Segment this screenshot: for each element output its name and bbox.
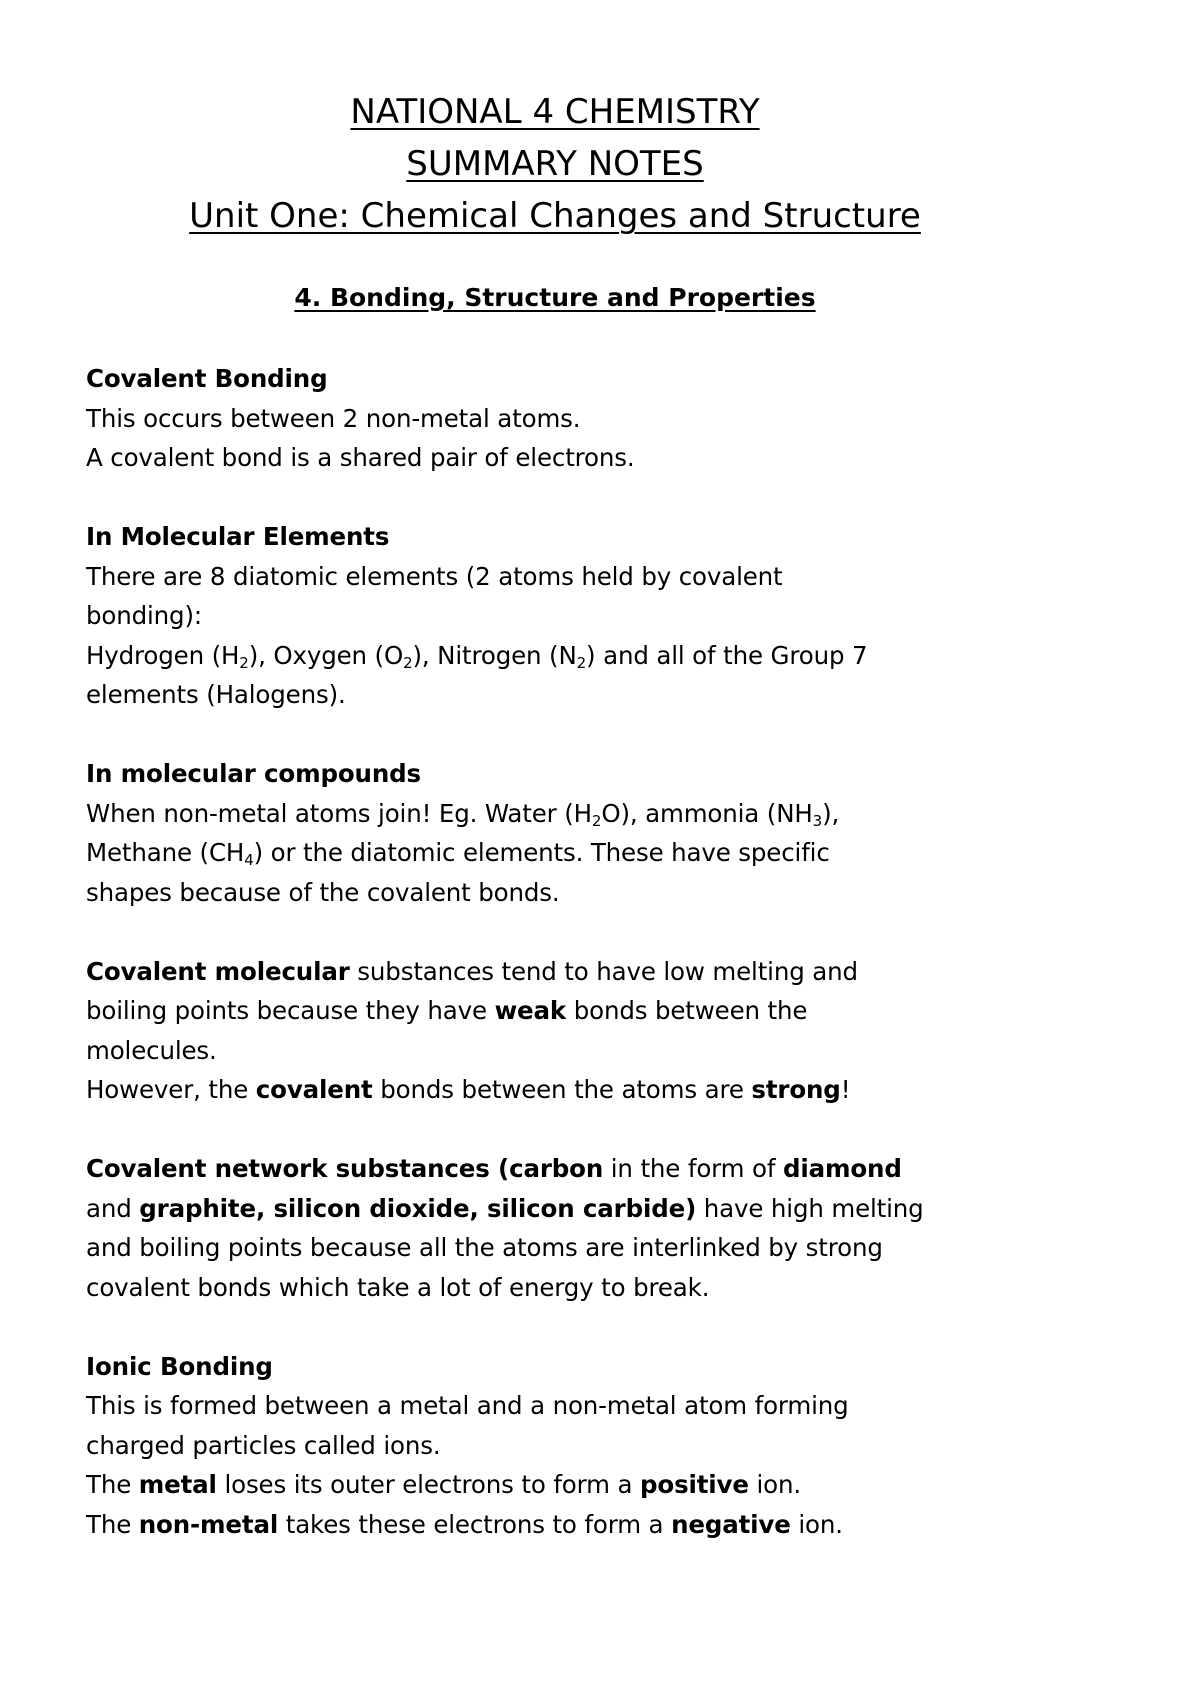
molecular-compounds-section — [86, 754, 986, 912]
covalent-molecular-paragraph — [86, 952, 986, 1110]
molecular-compounds-line-2: Methane $(CH_4)$ or the diatomic elements. These have specific — [86, 838, 830, 869]
covalent-network-line-2: and graphite, silicon dioxide, silicon carbide) have high melting — [86, 1193, 924, 1223]
covalent-line-1: This occurs between 2 non-metal atoms. — [86, 403, 581, 433]
ionic-line-4: The non-metal takes these electrons to form a negative ion. — [86, 1509, 843, 1539]
covalent-molecular-line-2: boiling points because they have weak bonds between the — [86, 996, 808, 1025]
document-title: NATIONAL 4 CHEMISTRY — [350, 92, 760, 132]
covalent-network-line-1: Covalent network substances (carbon in the form of diamond — [86, 1154, 902, 1183]
covalent-line-2: A covalent bond is a shared pair of electrons. — [86, 443, 635, 472]
molecular-elements-line-2: bonding): — [86, 601, 202, 630]
molecular-elements-heading: In Molecular Elements — [86, 522, 390, 551]
covalent-network-line-4: covalent bonds which take a lot of energy to break. — [86, 1272, 710, 1302]
molecular-elements-line-3: Hydrogen $(H_2)$, Oxygen $(O_2)$, Nitrogen $(N_2)$ and all of the Group 7 — [86, 640, 868, 672]
ionic-line-3: The metal loses its outer electrons to form a positive ion. — [86, 1470, 802, 1499]
molecular-compounds-line-1: When non-metal atoms join! Eg. Water $(H_2O)$, ammonia $(NH_3)$, — [86, 798, 840, 830]
title-block — [0, 86, 1110, 242]
molecular-compounds-heading: In molecular compounds — [86, 759, 421, 788]
molecular-elements-section — [86, 517, 986, 715]
covalent-molecular-line-1: Covalent molecular substances tend to have low melting and — [86, 956, 858, 986]
ionic-line-1: This is formed between a metal and a non-metal atom forming — [86, 1391, 849, 1420]
document-subtitle: SUMMARY NOTES — [406, 144, 704, 184]
covalent-network-line-3: and boiling points because all the atoms are interlinked by strong — [86, 1233, 883, 1262]
covalent-bonding-heading: Covalent Bonding — [86, 364, 328, 393]
molecular-elements-line-1: There are 8 diatomic elements (2 atoms held by covalent — [86, 561, 783, 591]
section-heading: 4. Bonding, Structure and Properties — [294, 283, 816, 312]
ionic-bonding-section — [86, 1347, 986, 1545]
notes-body — [86, 359, 986, 1544]
ionic-bonding-heading: Ionic Bonding — [86, 1351, 273, 1381]
unit-title: Unit One: Chemical Changes and Structure — [189, 196, 921, 236]
covalent-network-paragraph — [86, 1149, 986, 1307]
covalent-molecular-line-4: However, the covalent bonds between the atoms are strong! — [86, 1075, 851, 1104]
covalent-bonding-section — [86, 359, 986, 478]
molecular-elements-line-4: elements (Halogens). — [86, 680, 346, 709]
molecular-compounds-line-3: shapes because of the covalent bonds. — [86, 877, 560, 907]
covalent-molecular-line-3: molecules. — [86, 1035, 217, 1065]
ionic-line-2: charged particles called ions. — [86, 1430, 441, 1460]
